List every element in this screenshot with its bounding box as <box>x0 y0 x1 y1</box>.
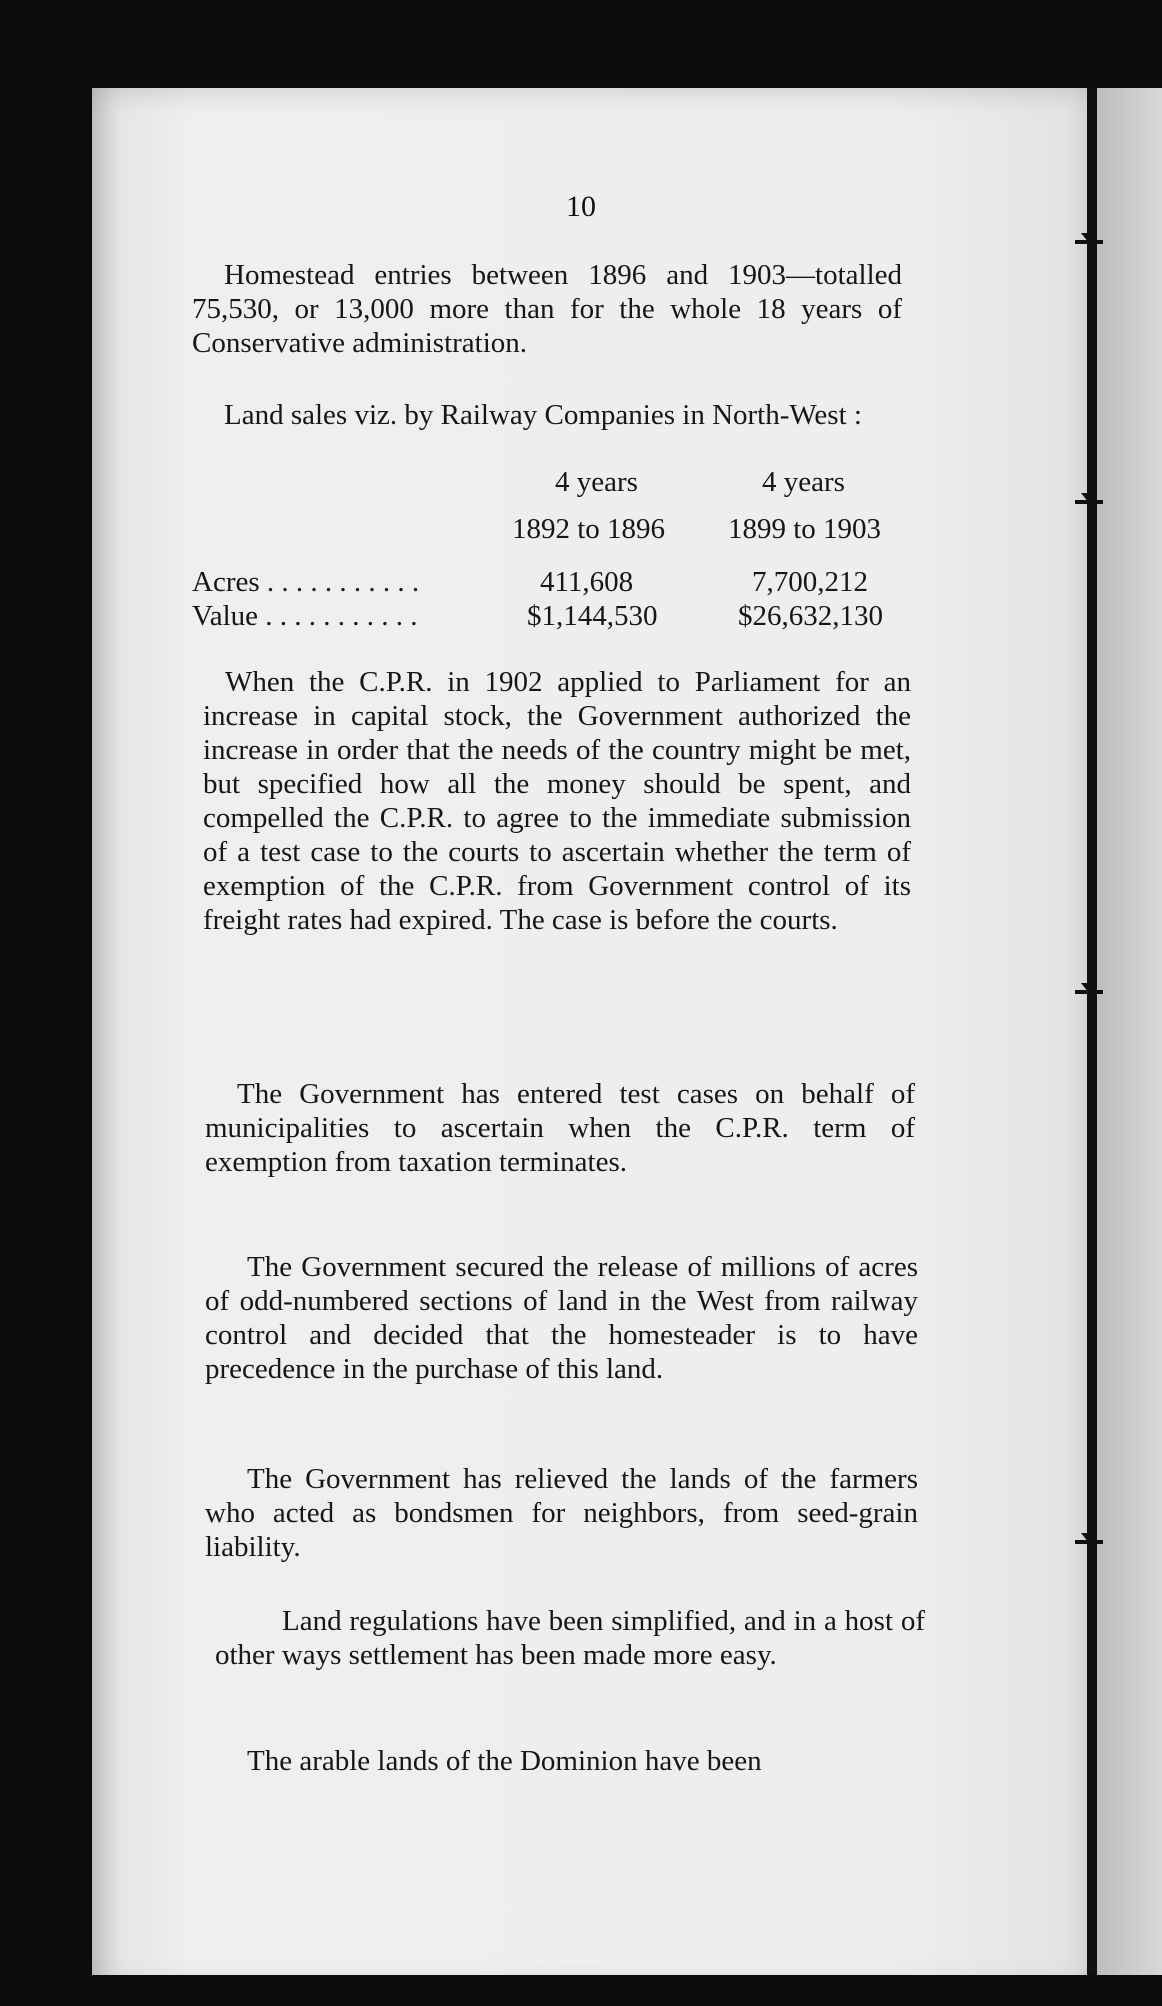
table-cell-acres-1899: 7,700,212 <box>752 566 868 598</box>
table-cell-value-1892: $1,144,530 <box>527 600 658 632</box>
paragraph-test-cases: The Government has entered test cases on behalf of municipalities to ascertain when the C.P.R. term of exemption from taxation terminates. <box>205 1078 915 1178</box>
page-number: 10 <box>566 190 596 223</box>
table-header-col2-years: 4 years <box>762 466 845 498</box>
table-header-col1-years: 4 years <box>555 466 638 498</box>
tab-marker-icon <box>1075 990 1103 994</box>
binding-gutter <box>1087 88 1097 1988</box>
table-cell-acres-1892: 411,608 <box>540 566 634 598</box>
scan-bottom-edge <box>92 1975 1162 2006</box>
paragraph-homestead-entries: Homestead entries between 1896 and 1903—totalled 75,530, or 13,000 more than for the whole 18 years of Conservative administration. <box>192 259 902 359</box>
tab-marker-icon <box>1075 240 1103 244</box>
tab-marker-icon <box>1075 1540 1103 1544</box>
table-cell-value-1899: $26,632,130 <box>738 600 883 632</box>
table-header-col2-range: 1899 to 1903 <box>728 513 882 545</box>
table-row-label: Value . . . . . . . . . . . <box>192 600 418 632</box>
paragraph-land-sales-intro: Land sales viz. by Railway Companies in North-West : <box>224 399 862 431</box>
paragraph-land-regulations: Land regulations have been simplified, and in a host of other ways settlement has been made more easy. <box>215 1605 925 1671</box>
tab-marker-icon <box>1075 500 1103 504</box>
table-header-col1-range: 1892 to 1896 <box>512 513 666 545</box>
table-row-label: Acres . . . . . . . . . . . <box>192 566 420 598</box>
paragraph-cpr-capital-stock: When the C.P.R. in 1902 applied to Parliament for an increase in capital stock, the Government authorized the increase in order that the needs of the country might be met, but specified how all the money should be spent, and compelled the C.P.R. to agree to the immediate submission of a test case to the courts to ascertain whether the term of exemption of the C.P.R. from Government control of its freight rates had expired. The case is before the courts. <box>203 666 911 936</box>
adjacent-page-edge <box>1097 88 1162 1988</box>
page-sheet <box>92 88 1092 1988</box>
paragraph-arable-lands: The arable lands of the Dominion have been <box>247 1745 762 1777</box>
paragraph-seed-grain: The Government has relieved the lands of the farmers who acted as bondsmen for neighbors, from seed-grain liability. <box>205 1463 918 1563</box>
paragraph-odd-numbered-sections: The Government secured the release of millions of acres of odd-numbered sections of land in the West from railway control and decided that the homesteader is to have precedence in the purchase of this land. <box>205 1251 918 1385</box>
